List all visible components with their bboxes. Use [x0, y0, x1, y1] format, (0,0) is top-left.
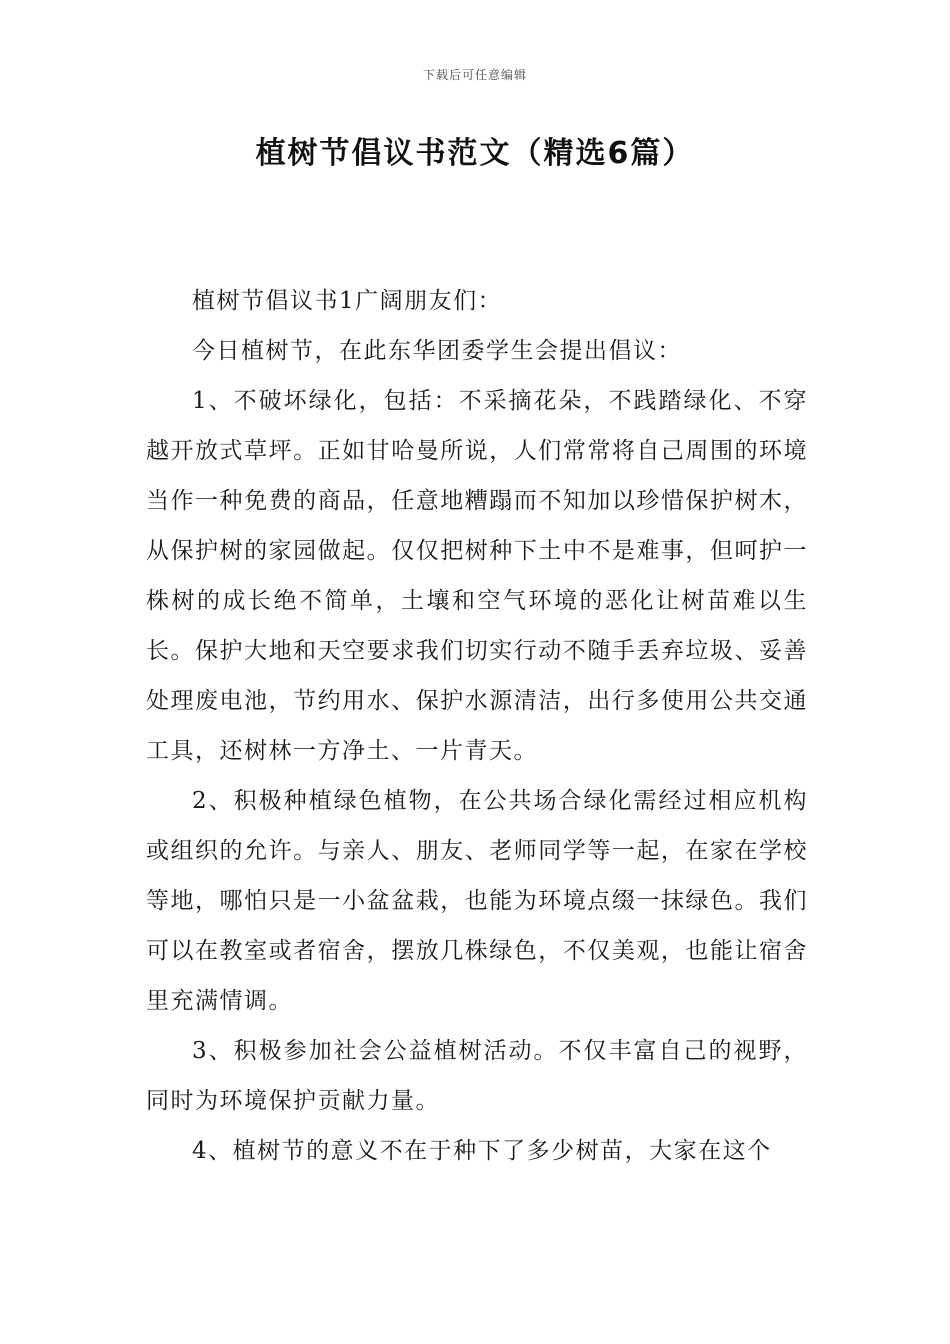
- document-title: 植树节倡议书范文（精选6篇）: [255, 136, 695, 171]
- paragraph-greeting: 植树节倡议书1广阔朋友们：: [192, 288, 503, 314]
- paragraph-intro: 今日植树节，在此东华团委学生会提出倡议：: [192, 338, 682, 364]
- document-body: [146, 276, 808, 1176]
- paragraph-point-1: 1、不破坏绿化，包括：不采摘花朵，不践踏绿化、不穿越开放式草坪。正如甘哈曼所说，人们常常将自己周围的环境当作一种免费的商品，任意地糟蹋而不知加以珍惜保护树木，从保护树的家园做起。仅仅把树种下土中不是难事，但呵护一株树的成长绝不简单，土壤和空气环境的恶化让树苗难以生长。保护大地和天空要求我们切实行动不随手丢弃垃圾、妥善处理废电池，节约用水、保护水源清洁，出行多使用公共交通工具，还树林一方净土、一片青天。: [146, 388, 808, 764]
- paragraph-point-4: 4、植树节的意义不在于种下了多少树苗，大家在这个: [192, 1138, 772, 1164]
- paragraph-point-3: 3、积极参加社会公益植树活动。不仅丰富自己的视野，同时为环境保护贡献力量。: [146, 1038, 808, 1114]
- paragraph-point-2: 2、积极种植绿色植物，在公共场合绿化需经过相应机构或组织的允许。与亲人、朋友、老师同学等一起，在家在学校等地，哪怕只是一小盆盆栽，也能为环境点缀一抹绿色。我们可以在教室或者宿舍，摆放几株绿色，不仅美观，也能让宿舍里充满情调。: [146, 788, 808, 1014]
- header-note: 下载后可任意编辑: [422, 68, 527, 82]
